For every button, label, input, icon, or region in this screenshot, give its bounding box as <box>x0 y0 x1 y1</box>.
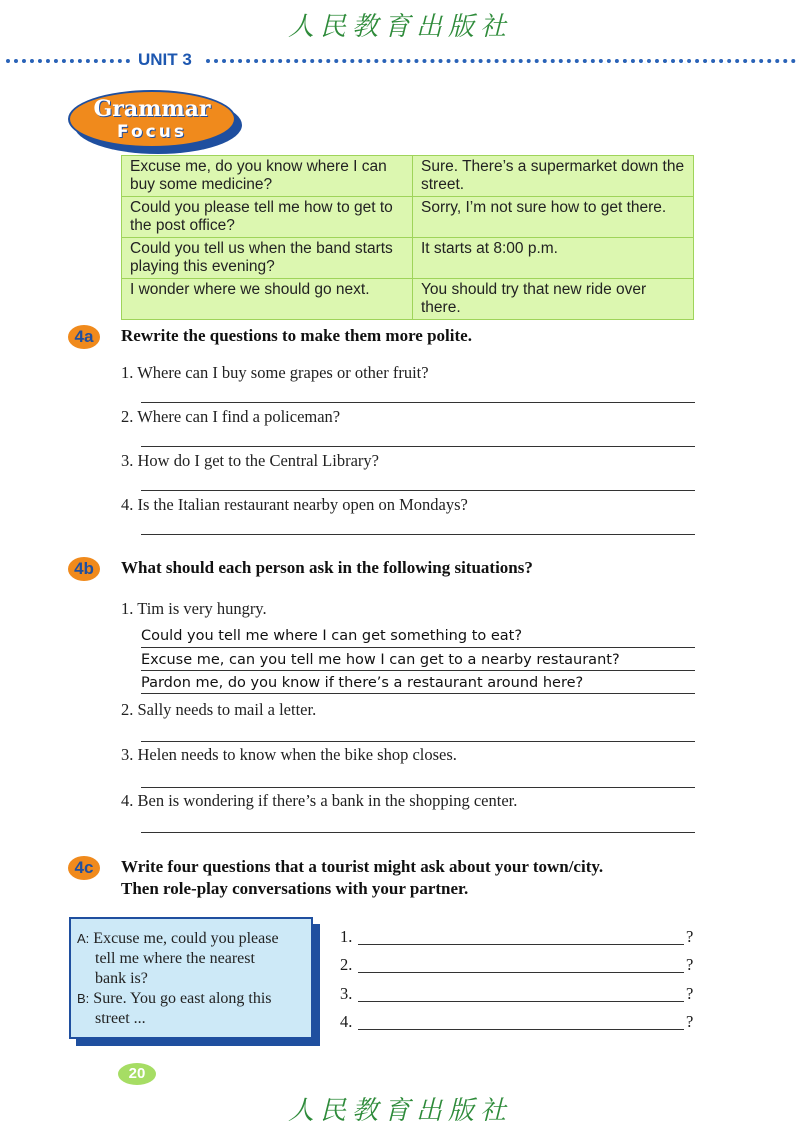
question-mark: ? <box>686 927 694 946</box>
dotted-divider-left <box>6 59 130 63</box>
answer-line[interactable] <box>141 402 695 403</box>
blank-number: 1. <box>340 927 353 946</box>
table-row <box>122 156 694 197</box>
table-cell: Excuse me, do you know where I can buy some medicine? <box>122 156 413 197</box>
exercise-4b-item-1: 1. Tim is very hungry. <box>121 599 267 618</box>
question-blank-2[interactable] <box>358 972 684 973</box>
dialogue-line: street ... <box>95 1010 146 1027</box>
unit-header <box>0 50 800 70</box>
question-blank-4[interactable] <box>358 1029 684 1030</box>
exercise-4b-item-2: 2. Sally needs to mail a letter. <box>121 700 317 719</box>
example-answer-2: Excuse me, can you tell me how I can get to a nearby restaurant? <box>141 652 620 668</box>
question-mark: ? <box>686 1012 694 1031</box>
answer-line[interactable] <box>141 446 695 447</box>
grammar-focus-title: Grammar <box>93 96 211 122</box>
section-4a-badge: 4a <box>68 325 100 349</box>
dialogue-line: Sure. You go east along this <box>93 990 272 1007</box>
table-cell: Sure. There’s a supermarket down the street. <box>413 156 694 197</box>
section-4c-title-line1: Write four questions that a tourist might ask about your town/city. <box>121 857 604 876</box>
table-cell: Sorry, I’m not sure how to get there. <box>413 197 694 238</box>
section-4c-title-line2: Then role-play conversations with your partner. <box>121 879 469 898</box>
page-number: 20 <box>118 1063 156 1085</box>
question-mark: ? <box>686 984 694 1003</box>
section-4b-badge: 4b <box>68 557 100 581</box>
question-blank-3[interactable] <box>358 1001 684 1002</box>
dialogue-line: Excuse me, could you please <box>93 930 279 947</box>
section-4a-title: Rewrite the questions to make them more polite. <box>121 326 472 345</box>
unit-label: UNIT 3 <box>138 50 192 69</box>
exercise-4a-item-1: 1. Where can I buy some grapes or other fruit? <box>121 363 429 382</box>
blank-number: 3. <box>340 984 353 1003</box>
table-cell: Could you tell us when the band starts playing this evening? <box>122 238 413 279</box>
dialogue-line: tell me where the nearest <box>95 950 255 967</box>
speaker-b-label: B: <box>77 991 90 1006</box>
exercise-4b-item-4: 4. Ben is wondering if there’s a bank in the shopping center. <box>121 791 518 810</box>
answer-line[interactable] <box>141 832 695 833</box>
table-cell: You should try that new ride over there. <box>413 279 694 320</box>
example-answer-1: Could you tell me where I can get something to eat? <box>141 628 523 644</box>
exercise-4a-item-4: 4. Is the Italian restaurant nearby open on Mondays? <box>121 495 468 514</box>
table-row <box>122 238 694 279</box>
grammar-focus-subtitle: Focus <box>117 122 187 142</box>
grammar-focus-table <box>121 155 694 320</box>
table-cell: Could you please tell me how to get to the post office? <box>122 197 413 238</box>
dialogue-line: bank is? <box>95 970 148 987</box>
exercise-4a-item-2: 2. Where can I find a policeman? <box>121 407 341 426</box>
answer-line[interactable] <box>141 534 695 535</box>
blank-number: 4. <box>340 1012 353 1031</box>
answer-line <box>141 670 695 671</box>
publisher-logo-top: 人民教育出版社 <box>287 12 512 42</box>
table-cell: I wonder where we should go next. <box>122 279 413 320</box>
section-4b-title: What should each person ask in the following situations? <box>121 558 533 577</box>
table-cell: It starts at 8:00 p.m. <box>413 238 694 279</box>
answer-line[interactable] <box>141 787 695 788</box>
grammar-focus-badge <box>68 90 242 154</box>
answer-line <box>141 647 695 648</box>
speaker-a-label: A: <box>77 931 90 946</box>
table-row <box>122 197 694 238</box>
exercise-4b-item-3: 3. Helen needs to know when the bike shop closes. <box>121 745 457 764</box>
dialogue-box <box>69 917 313 1039</box>
question-mark: ? <box>686 955 694 974</box>
section-4c-badge: 4c <box>68 856 100 880</box>
question-blank-1[interactable] <box>358 944 684 945</box>
answer-line[interactable] <box>141 741 695 742</box>
blank-number: 2. <box>340 955 353 974</box>
example-answer-3: Pardon me, do you know if there’s a restaurant around here? <box>141 675 584 691</box>
publisher-logo-bottom: 人民教育出版社 <box>287 1096 512 1126</box>
exercise-4a-item-3: 3. How do I get to the Central Library? <box>121 451 379 470</box>
answer-line[interactable] <box>141 490 695 491</box>
answer-line <box>141 693 695 694</box>
dotted-divider-right <box>206 59 796 63</box>
table-row <box>122 279 694 320</box>
